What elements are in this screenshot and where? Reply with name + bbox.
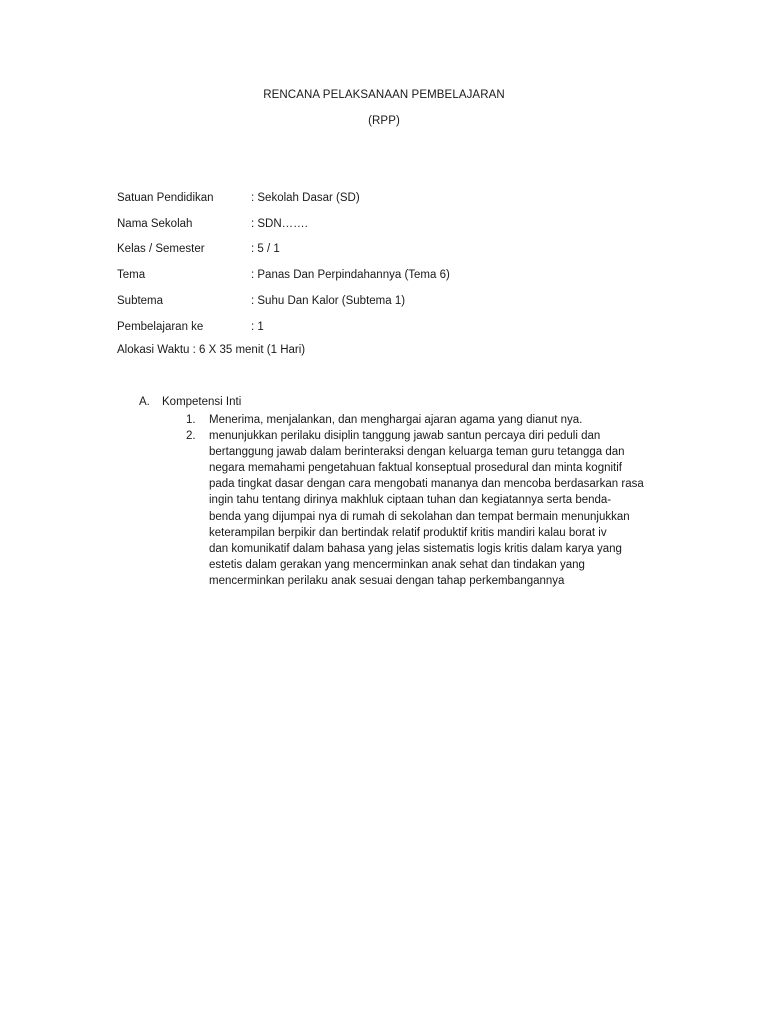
list-item-line: estetis dalam gerakan yang mencerminkan anak sehat dan tindakan yang (209, 558, 585, 571)
meta-label: Nama Sekolah (117, 218, 193, 230)
list-item-number: 1. (186, 414, 196, 426)
list-item-number: 2. (186, 430, 196, 443)
alokasi-waktu: Alokasi Waktu : 6 X 35 menit (1 Hari) (117, 344, 306, 356)
meta-value: : Sekolah Dasar (SD) (251, 192, 360, 204)
list-item-text (209, 428, 656, 589)
meta-label: Kelas / Semester (117, 243, 205, 255)
section-heading-kompetensi-inti (139, 396, 241, 408)
meta-value: : SDN……. (251, 218, 308, 230)
meta-value: : 1 (251, 321, 264, 333)
list-item-line: mencerminkan perilaku anak sesuai dengan tahap perkembangannya (209, 574, 565, 587)
list-item-line: Menerima, menjalankan, dan menghargai ajaran agama yang dianut nya. (209, 414, 583, 426)
meta-label: Satuan Pendidikan (117, 192, 214, 204)
list-item-line: menunjukkan perilaku disiplin tanggung jawab santun percaya diri peduli dan (209, 430, 601, 443)
meta-label: Pembelajaran ke (117, 321, 204, 333)
section-title: Kompetensi Inti (162, 396, 242, 408)
meta-label: Tema (117, 269, 146, 281)
list-item-line: bertanggung jawab dalam berinteraksi dengan keluarga teman guru tetangga dan (209, 446, 625, 459)
section-marker: A. (139, 396, 150, 408)
list-item-text (209, 412, 656, 428)
kompetensi-inti-list (186, 412, 656, 589)
list-item-line: negara memahami pengetahuan faktual konseptual prosedural dan minta kognitif (209, 462, 622, 475)
document-title: RENCANA PELAKSANAAN PEMBELAJARAN (263, 89, 505, 101)
list-item (186, 412, 656, 428)
meta-value: : Suhu Dan Kalor (Subtema 1) (251, 295, 406, 307)
document-subtitle: (RPP) (368, 115, 400, 127)
list-item-line: dan komunikatif dalam bahasa yang jelas sistematis logis kritis dalam karya yang (209, 542, 622, 555)
list-item-line: pada tingkat dasar dengan cara mengobati mananya dan mencoba berdasarkan rasa (209, 478, 644, 491)
list-item-line: benda yang dijumpai nya di rumah di sekolahan dan tempat bermain menunjukkan (209, 510, 630, 523)
list-item (186, 428, 656, 589)
meta-value: : 5 / 1 (251, 243, 280, 255)
list-item-line: keterampilan berpikir dan bertindak relatif produktif kritis mandiri kalau borat iv (209, 526, 607, 539)
meta-value: : Panas Dan Perpindahannya (Tema 6) (251, 269, 450, 281)
list-item-line: ingin tahu tentang dirinya makhluk ciptaan tuhan dan kegiatannya serta benda- (209, 494, 612, 507)
meta-label: Subtema (117, 295, 164, 307)
